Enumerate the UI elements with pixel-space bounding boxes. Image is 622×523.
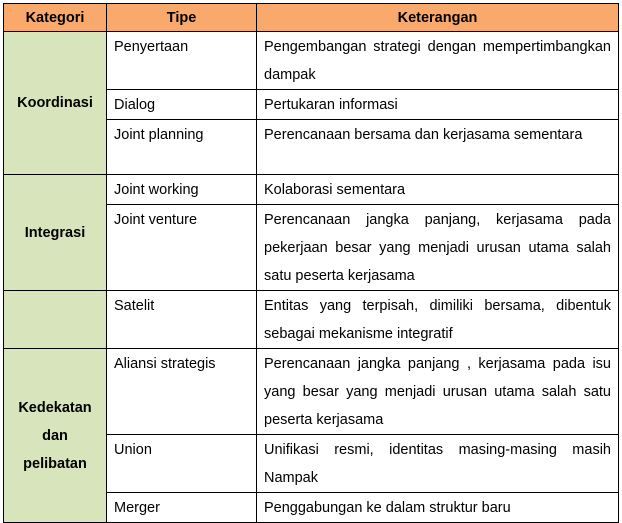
- tipe-cell: Merger: [107, 493, 257, 523]
- tipe-cell: Dialog: [107, 90, 257, 120]
- tipe-cell: Joint planning: [107, 120, 257, 175]
- tipe-cell: Joint venture: [107, 205, 257, 291]
- category-kedekatan-dan-pelibatan: [4, 349, 107, 523]
- category-empty: [4, 291, 107, 349]
- keterangan-cell: Kolaborasi sementara: [257, 175, 619, 205]
- category-line: dan: [42, 427, 68, 444]
- keterangan-cell: Pengembangan strategi dengan mempertimbangkan dampak: [257, 32, 619, 90]
- keterangan-cell: Unifikasi resmi, identitas masing-masing masih Nampak: [257, 435, 619, 493]
- kategori-table: [3, 3, 619, 523]
- category-integrasi: Integrasi: [4, 175, 107, 291]
- category-koordinasi: Koordinasi: [4, 32, 107, 175]
- keterangan-cell: Perencanaan jangka panjang , kerjasama pada isu yang besar yang menjadi urusan utama salah satu peserta kerjasama: [257, 349, 619, 435]
- table-row: [4, 349, 619, 435]
- header-keterangan: Keterangan: [257, 4, 619, 32]
- header-tipe: Tipe: [107, 4, 257, 32]
- keterangan-cell: Perencanaan jangka panjang, kerjasama pada pekerjaan besar yang menjadi urusan utama salah satu peserta kerjasama: [257, 205, 619, 291]
- header-kategori: Kategori: [4, 4, 107, 32]
- tipe-cell: Penyertaan: [107, 32, 257, 90]
- tipe-cell: Joint working: [107, 175, 257, 205]
- table-row: [4, 32, 619, 90]
- header-row: [4, 4, 619, 32]
- category-line: Kedekatan: [18, 399, 92, 416]
- table-row: [4, 291, 619, 349]
- tipe-cell: Satelit: [107, 291, 257, 349]
- category-line: pelibatan: [23, 455, 87, 472]
- keterangan-cell: Entitas yang terpisah, dimiliki bersama, dibentuk sebagai mekanisme integratif: [257, 291, 619, 349]
- keterangan-cell: Pertukaran informasi: [257, 90, 619, 120]
- table-row: [4, 175, 619, 205]
- keterangan-cell: Perencanaan bersama dan kerjasama sementara: [257, 120, 619, 175]
- keterangan-cell: Penggabungan ke dalam struktur baru: [257, 493, 619, 523]
- tipe-cell: Union: [107, 435, 257, 493]
- tipe-cell: Aliansi strategis: [107, 349, 257, 435]
